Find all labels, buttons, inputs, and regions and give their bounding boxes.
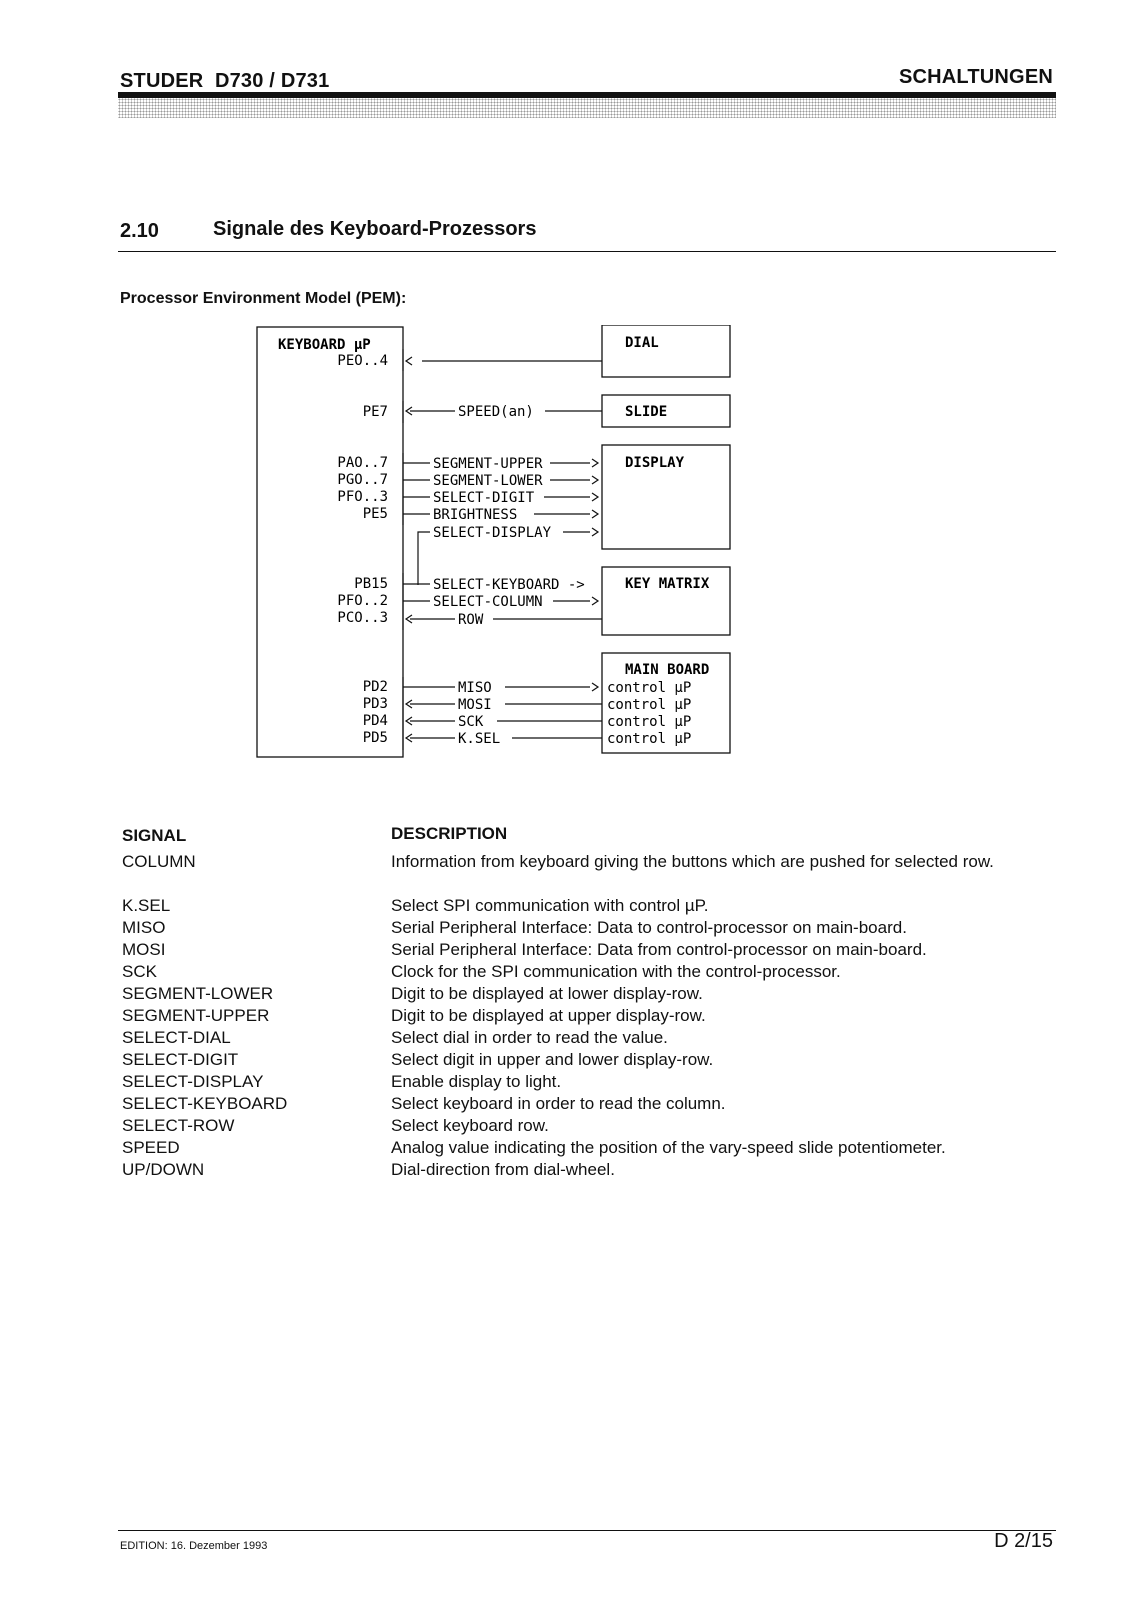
signal-description: Clock for the SPI communication with the control-processor. <box>391 962 841 981</box>
signal-name: SELECT-KEYBOARD <box>122 1094 288 1113</box>
port-label: PAO..7 <box>337 455 388 471</box>
port-label: PD2 <box>362 679 388 695</box>
signal-column-header: SIGNAL <box>122 826 187 845</box>
header-doc-title: STUDER D730 / D731 <box>120 70 330 92</box>
header-shade-band <box>118 98 1056 118</box>
port-label: PEO..4 <box>337 353 388 369</box>
signal-name: SELECT-DISPLAY <box>122 1072 264 1091</box>
block-label: KEY MATRIX <box>625 576 710 592</box>
port-label: PD5 <box>362 730 388 746</box>
signal-label: SEGMENT-LOWER <box>433 473 543 489</box>
signal-label: SELECT-KEYBOARD -> <box>433 577 585 593</box>
signal-label: SCK <box>458 714 484 730</box>
signal-description: Dial-direction from dial-wheel. <box>391 1160 615 1179</box>
signal-label: K.SEL <box>458 731 501 747</box>
signal-description: Select digit in upper and lower display-row. <box>391 1050 714 1069</box>
block-label: MAIN BOARD <box>625 662 710 678</box>
footer-page-number: D 2/15 <box>994 1530 1053 1552</box>
signal-name: SELECT-DIAL <box>122 1028 231 1047</box>
port-label: PE7 <box>362 404 388 420</box>
signal-description: Serial Peripheral Interface: Data from control-processor on main-board. <box>391 940 927 959</box>
signal-label: SELECT-COLUMN <box>433 594 543 610</box>
description-column-header: DESCRIPTION <box>391 824 508 843</box>
signal-name: MOSI <box>122 940 166 959</box>
signal-description: Select dial in order to read the value. <box>391 1028 668 1047</box>
signal-label: MISO <box>458 680 492 696</box>
signal-label: MOSI <box>458 697 492 713</box>
signal-description: Select SPI communication with control µP. <box>391 896 709 915</box>
section-title: Signale des Keyboard-Prozessors <box>213 218 537 240</box>
block-dial <box>602 325 730 377</box>
port-label: PGO..7 <box>337 472 388 488</box>
signal-description: Digit to be displayed at upper display-row. <box>391 1006 706 1025</box>
signal-label: SPEED(an) <box>458 404 534 420</box>
section-number: 2.10 <box>120 220 159 242</box>
signal-name: SEGMENT-LOWER <box>122 984 274 1003</box>
main-board-line: control µP <box>607 680 692 696</box>
port-label: PB15 <box>354 576 388 592</box>
signal-description: Select keyboard row. <box>391 1116 549 1135</box>
signal-name: SELECT-ROW <box>122 1116 235 1135</box>
signal-label: SELECT-DISPLAY <box>433 525 552 541</box>
signal-label: SELECT-DIGIT <box>433 490 535 506</box>
signal-name: SELECT-DIGIT <box>122 1050 239 1069</box>
signal-name: K.SEL <box>122 896 171 915</box>
block-label: DISPLAY <box>625 455 685 471</box>
header-section-name: SCHALTUNGEN <box>898 66 1053 88</box>
signal-label: BRIGHTNESS <box>433 507 518 523</box>
signal-name: SCK <box>122 962 157 981</box>
port-label: PD4 <box>362 713 388 729</box>
signal-label: SEGMENT-UPPER <box>433 456 543 472</box>
signal-description: Enable display to light. <box>391 1072 562 1091</box>
main-board-line: control µP <box>607 714 692 730</box>
signal-name: SPEED <box>122 1138 180 1157</box>
main-board-line: control µP <box>607 731 692 747</box>
port-label: PFO..3 <box>337 489 388 505</box>
port-label: PE5 <box>362 506 388 522</box>
port-label: PFO..2 <box>337 593 388 609</box>
signal-name: MISO <box>122 918 166 937</box>
arrow-left <box>406 357 412 365</box>
processor-label: KEYBOARD µP <box>278 337 371 353</box>
block-label: SLIDE <box>625 404 668 420</box>
signal-description: Digit to be displayed at lower display-row. <box>391 984 703 1003</box>
footer-rule <box>118 1530 1056 1531</box>
pem-label: Processor Environment Model (PEM): <box>120 290 407 307</box>
footer-edition: EDITION: 16. Dezember 1993 <box>120 1540 268 1552</box>
pem-diagram <box>250 325 770 775</box>
signal-description: Serial Peripheral Interface: Data to control-processor on main-board. <box>391 918 907 937</box>
port-label: PD3 <box>362 696 388 712</box>
signal-name: SEGMENT-UPPER <box>122 1006 270 1025</box>
select-display-link <box>418 532 430 585</box>
signal-label: ROW <box>458 612 484 628</box>
signal-description: Information from keyboard giving the buttons which are pushed for selected row. <box>391 852 994 871</box>
port-label: PCO..3 <box>337 610 388 626</box>
signal-description: Select keyboard in order to read the column. <box>391 1094 726 1113</box>
signal-name: UP/DOWN <box>122 1160 205 1179</box>
section-rule <box>118 251 1056 252</box>
main-board-line: control µP <box>607 697 692 713</box>
signal-name: COLUMN <box>122 852 196 871</box>
signal-description: Analog value indicating the position of the vary-speed slide potentiometer. <box>391 1138 946 1157</box>
block-label: DIAL <box>625 335 659 351</box>
